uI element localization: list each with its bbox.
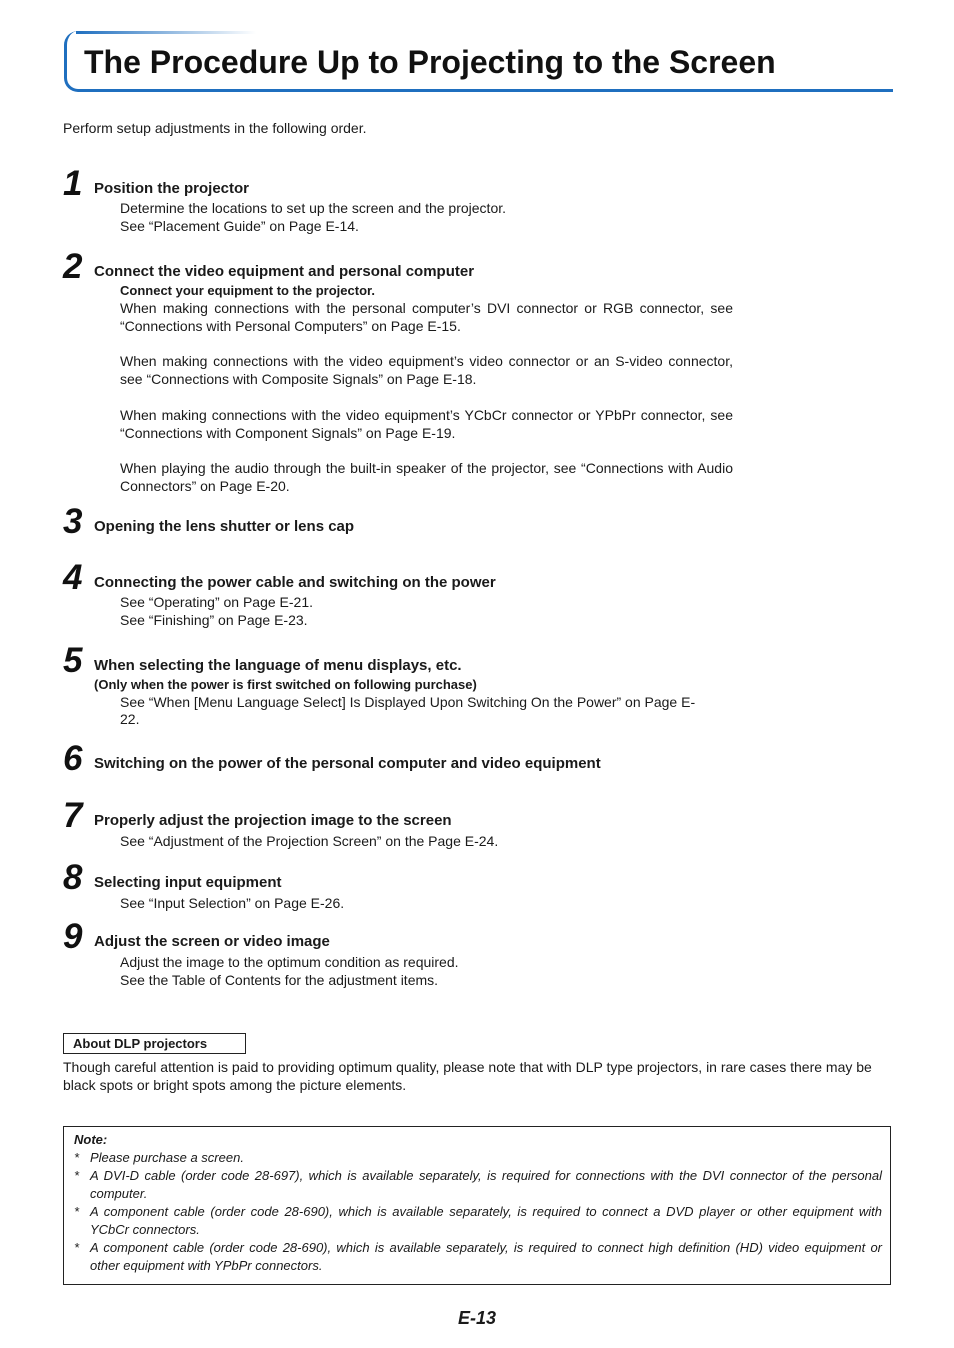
step-line: Adjust the image to the optimum condition as required. <box>120 954 459 970</box>
note-item-text: A component cable (order code 28-690), which is available separately, is required to connect a DVD player or other equipment with YCbCr connectors. <box>90 1204 882 1237</box>
step-title: Opening the lens shutter or lens cap <box>94 518 355 535</box>
step-number: 7 <box>63 796 83 835</box>
step-subtitle: (Only when the power is first switched on following purchase) <box>94 677 477 692</box>
step-line: See the Table of Contents for the adjustment items. <box>120 972 439 988</box>
page-title: The Procedure Up to Projecting to the Screen <box>84 44 776 80</box>
step-line: 22. <box>120 711 140 727</box>
step-title: Switching on the power of the personal computer and video equipment <box>94 755 601 772</box>
note-list <box>74 1149 882 1275</box>
page-number: E-13 <box>457 1308 497 1328</box>
bullet-asterisk: * <box>74 1150 80 1165</box>
step-title: Position the projector <box>94 180 250 197</box>
step-number: 3 <box>63 502 83 541</box>
step-number: 4 <box>63 558 83 597</box>
step-paragraph: When making connections with the video equipment’s video connector or an S-video connector, see “Connections with Composite Signals” on Page E-18. <box>120 353 733 387</box>
step-line: See “Adjustment of the Projection Screen” on the Page E-24. <box>120 833 499 849</box>
note-item-text: A component cable (order code 28-690), which is available separately, is required to connect high definition (HD) video equipment or other equipment with YPbPr connectors. <box>90 1240 882 1273</box>
step-line: See “Placement Guide” on Page E-14. <box>120 218 359 234</box>
step-title: Connect the video equipment and personal computer <box>94 263 475 280</box>
bullet-asterisk: * <box>74 1240 80 1255</box>
step-paragraph: When making connections with the video equipment’s YCbCr connector or YPbPr connector, see “Connections with Component Signals” on Page E-19. <box>120 407 733 441</box>
step-line: Determine the locations to set up the screen and the projector. <box>120 200 507 216</box>
note-box <box>63 1126 891 1285</box>
step-paragraph: When making connections with the personal computer’s DVI connector or RGB connector, see “Connections with Personal Computers” on Page E-15. <box>120 300 733 334</box>
step-line: See “Input Selection” on Page E-26. <box>120 895 345 911</box>
title-accent-line <box>76 31 256 34</box>
bullet-asterisk: * <box>74 1204 80 1219</box>
step-line: See “Operating” on Page E-21. <box>120 594 314 610</box>
note-item <box>74 1239 882 1275</box>
step-line: See “Finishing” on Page E-23. <box>120 612 308 628</box>
step-number: 5 <box>63 641 83 680</box>
note-item-text: A DVI-D cable (order code 28-697), which is available separately, is required for connections with the DVI connector of the personal computer. <box>90 1168 882 1201</box>
note-item <box>74 1203 882 1239</box>
step-paragraph: When playing the audio through the built-in speaker of the projector, see “Connections with Audio Connectors” on Page E-20. <box>120 460 733 494</box>
intro-text: Perform setup adjustments in the following order. <box>63 120 367 136</box>
step-number: 1 <box>63 164 83 203</box>
step-number: 8 <box>63 858 83 897</box>
step-number: 2 <box>63 247 83 286</box>
step-number: 6 <box>63 739 83 778</box>
note-item <box>74 1149 882 1167</box>
step-title: Selecting input equipment <box>94 874 282 891</box>
step-number: 9 <box>63 917 83 956</box>
step-title: When selecting the language of menu displays, etc. <box>94 657 462 674</box>
step-title: Adjust the screen or video image <box>94 933 330 950</box>
step-title: Connecting the power cable and switching on the power <box>94 574 496 591</box>
note-item <box>74 1167 882 1203</box>
about-dlp-text: Though careful attention is paid to providing optimum quality, please note that with DLP type projectors, in rare cases there may be black spots or bright spots among the picture elements. <box>63 1059 872 1093</box>
step-subtitle: Connect your equipment to the projector. <box>120 283 375 298</box>
step-line: See “When [Menu Language Select] Is Displayed Upon Switching On the Power” on Page E- <box>120 694 696 710</box>
about-dlp-label: About DLP projectors <box>63 1033 246 1054</box>
step-title: Properly adjust the projection image to the screen <box>94 812 452 829</box>
note-title: Note: <box>74 1132 108 1147</box>
bullet-asterisk: * <box>74 1168 80 1183</box>
note-item-text: Please purchase a screen. <box>90 1150 244 1165</box>
